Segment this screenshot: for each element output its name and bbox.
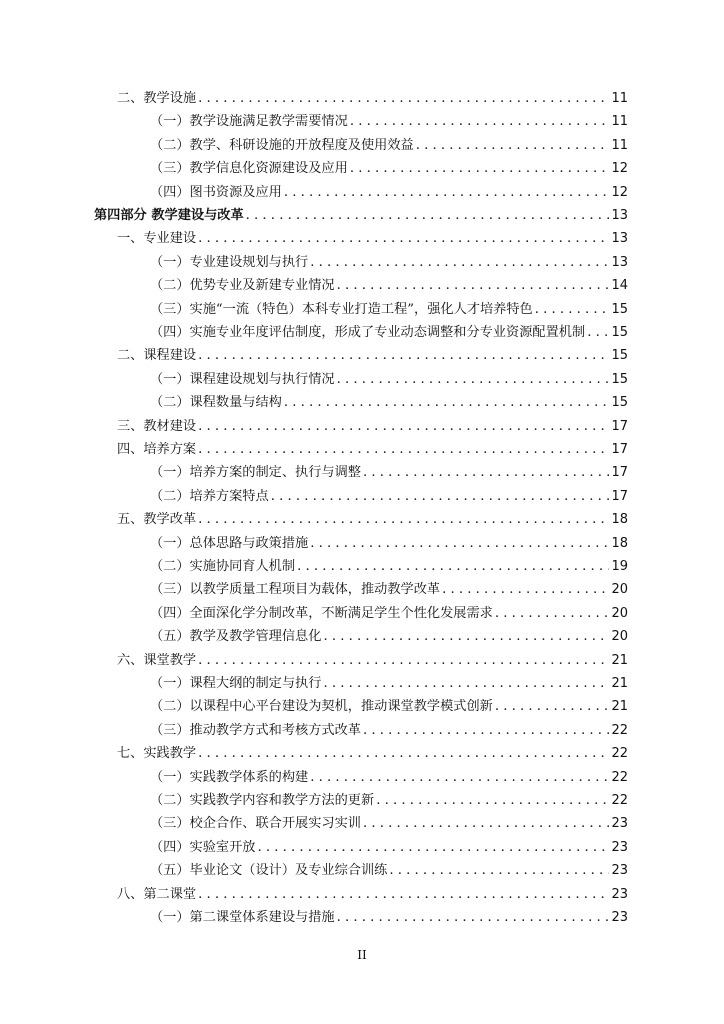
- toc-entry-page: 22: [611, 746, 628, 762]
- toc-entry[interactable]: [150, 673, 628, 695]
- toc-entry-page: 20: [611, 629, 628, 645]
- toc-entry-page: 21: [611, 652, 628, 668]
- toc-entry[interactable]: [150, 462, 628, 484]
- toc-entry[interactable]: [150, 860, 628, 882]
- dot-leader: [297, 556, 609, 578]
- toc-entry-title: （二）优势专业及新建专业情况: [150, 278, 335, 294]
- toc-entry[interactable]: [117, 416, 628, 438]
- dot-leader: [323, 626, 609, 648]
- dot-leader: [284, 182, 610, 204]
- dot-leader: [198, 439, 609, 461]
- toc-entry-title: （二）实践教学内容和教学方法的更新: [150, 793, 375, 808]
- toc-entry[interactable]: [150, 299, 628, 321]
- toc-entry-page: 13: [611, 208, 628, 223]
- toc-entry-page: 17: [611, 418, 628, 434]
- toc-entry-page: 23: [611, 816, 628, 832]
- toc-entry-title: （一）总体思路与政策措施: [150, 535, 309, 551]
- toc-entry[interactable]: [150, 252, 628, 274]
- dot-leader: [198, 88, 609, 110]
- dot-leader: [495, 603, 610, 625]
- toc-entry-title: 七、实践教学: [117, 746, 197, 762]
- dot-leader: [535, 299, 610, 321]
- toc-entry-title: （三）教学信息化资源建设及应用: [150, 161, 348, 177]
- dot-leader: [350, 158, 610, 180]
- dot-leader: [284, 392, 610, 414]
- toc-entry-page: 15: [611, 348, 628, 364]
- dot-leader: [198, 743, 609, 765]
- dot-leader: [310, 252, 609, 274]
- toc-entry-title: 四、培养方案: [117, 442, 197, 457]
- toc-entry[interactable]: [117, 228, 628, 250]
- toc-entry[interactable]: [150, 182, 628, 204]
- dot-leader: [363, 813, 609, 835]
- dot-leader: [198, 884, 609, 906]
- toc-entry-title: 八、第二课堂: [117, 886, 197, 902]
- toc-entry-title: （一）培养方案的制定、执行与调整: [150, 465, 361, 481]
- toc-entry-title: （五）毕业论文（设计）及专业综合训练: [150, 863, 388, 879]
- toc-entry-page: 11: [611, 114, 628, 130]
- dot-leader: [337, 369, 610, 391]
- dot-leader: [495, 696, 610, 718]
- dot-leader: [246, 205, 610, 227]
- toc-entry-page: 18: [611, 512, 628, 528]
- toc-entry[interactable]: [150, 369, 628, 391]
- dot-leader: [363, 720, 609, 742]
- toc-entry[interactable]: [150, 696, 628, 718]
- toc-entry-title: 六、课堂教学: [117, 652, 197, 668]
- dot-leader: [376, 790, 609, 812]
- toc-entry-page: 17: [611, 465, 628, 481]
- toc-entry[interactable]: [117, 345, 628, 367]
- toc-entry[interactable]: [150, 486, 628, 508]
- toc-entry-page: 22: [611, 722, 628, 738]
- toc-entry-page: 15: [611, 325, 628, 340]
- toc-entry[interactable]: [117, 509, 628, 531]
- dot-leader: [323, 673, 609, 695]
- toc-entry-page: 11: [611, 91, 628, 106]
- toc-entry-page: 14: [611, 278, 628, 294]
- dot-leader: [198, 650, 609, 672]
- dot-leader: [363, 462, 609, 484]
- toc-entry-title: 二、教学设施: [117, 91, 197, 106]
- toc-entry[interactable]: [150, 837, 628, 859]
- toc-entry-title: 第四部分 教学建设与改革: [94, 208, 244, 223]
- toc-entry[interactable]: [150, 790, 628, 812]
- toc-entry-title: （一）课程大纲的制定与执行: [150, 676, 322, 691]
- toc-entry-title: （一）课程建设规划与执行情况: [150, 371, 335, 387]
- toc-entry[interactable]: [150, 813, 628, 835]
- toc-entry-title: （二）课程数量与结构: [150, 395, 282, 411]
- toc-entry[interactable]: [117, 439, 628, 461]
- toc-entry-page: 17: [611, 442, 628, 457]
- toc-entry-page: 23: [611, 910, 628, 925]
- toc-entry-title: （二）教学、科研设施的开放程度及使用效益: [150, 137, 414, 153]
- dot-leader: [337, 275, 610, 297]
- dot-leader: [198, 228, 609, 250]
- toc-entry[interactable]: [150, 579, 628, 601]
- toc-entry-page: 15: [611, 395, 628, 411]
- toc-entry[interactable]: [150, 626, 628, 648]
- toc-entry[interactable]: [150, 767, 628, 789]
- toc-entry-page: 13: [611, 231, 628, 247]
- toc-entry-title: （三）校企合作、联合开展实习实训: [150, 816, 361, 832]
- toc-entry-title: 二、课程建设: [117, 348, 197, 364]
- toc-entry-page: 11: [611, 137, 628, 153]
- dot-leader: [416, 135, 610, 157]
- toc-entry-title: （二）以课程中心平台建设为契机，推动课堂教学模式创新: [150, 699, 493, 715]
- toc-entry[interactable]: [150, 322, 628, 344]
- toc-entry-page: 20: [611, 582, 628, 598]
- dot-leader: [350, 111, 610, 133]
- toc-entry-title: （五）教学及教学管理信息化: [150, 629, 322, 645]
- toc-entry-page: 23: [611, 886, 628, 902]
- toc-entry[interactable]: [150, 556, 628, 578]
- toc-entry-title: 五、教学改革: [117, 512, 197, 528]
- toc-entry[interactable]: [150, 111, 628, 133]
- toc-entry-page: 23: [611, 863, 628, 879]
- toc-entry-page: 15: [611, 301, 628, 317]
- toc-entry[interactable]: [117, 650, 628, 672]
- dot-leader: [587, 322, 609, 344]
- toc-entry-title: （三）以教学质量工程项目为载体，推动教学改革: [150, 582, 441, 598]
- toc-entry[interactable]: [150, 135, 628, 157]
- toc-entry-page: 22: [611, 793, 628, 808]
- toc-entry-title: （四）全面深化学分制改革，不断满足学生个性化发展需求: [150, 605, 493, 621]
- dot-leader: [310, 767, 609, 789]
- toc-entry[interactable]: [94, 205, 628, 227]
- toc-entry-page: 17: [611, 488, 628, 504]
- toc-entry-page: 19: [611, 559, 628, 574]
- dot-leader: [271, 486, 610, 508]
- toc-entry-page: 23: [611, 839, 628, 855]
- toc-entry-page: 18: [611, 535, 628, 551]
- page-number: II: [357, 948, 367, 962]
- dot-leader: [310, 533, 609, 555]
- toc-entry-title: （一）实践教学体系的构建: [150, 769, 309, 785]
- toc-entry[interactable]: [117, 884, 628, 906]
- dot-leader: [258, 837, 610, 859]
- dot-leader: [337, 907, 610, 929]
- dot-leader: [198, 345, 609, 367]
- toc-entry[interactable]: [150, 275, 628, 297]
- toc-entry-page: 21: [611, 699, 628, 715]
- toc-entry[interactable]: [150, 720, 628, 742]
- toc-entry[interactable]: [150, 603, 628, 625]
- toc-entry[interactable]: [117, 88, 628, 110]
- toc-entry-page: 22: [611, 769, 628, 785]
- toc-entry-title: 三、教材建设: [117, 418, 197, 434]
- toc-entry[interactable]: [150, 158, 628, 180]
- dot-leader: [389, 860, 609, 882]
- toc-entry-title: （二）培养方案特点: [150, 488, 269, 504]
- toc-entry-title: 一、专业建设: [117, 231, 197, 247]
- toc-entry-title: （四）图书资源及应用: [150, 184, 282, 200]
- toc-entry-title: （三）推动教学方式和考核方式改革: [150, 722, 361, 738]
- dot-leader: [198, 416, 609, 438]
- toc-entry-title: （二）实施协同育人机制: [150, 559, 296, 574]
- toc-entry-title: （一）专业建设规划与执行: [150, 254, 309, 270]
- toc-entry-title: （一）教学设施满足教学需要情况: [150, 114, 348, 130]
- toc-entry-page: 15: [611, 371, 628, 387]
- toc-entry-title: （三）实施“一流（特色）本科专业打造工程”，强化人才培养特色: [150, 301, 533, 317]
- toc-entry[interactable]: [150, 533, 628, 555]
- dot-leader: [442, 579, 609, 601]
- toc-entry-page: 12: [611, 184, 628, 200]
- toc-entry-title: （一）第二课堂体系建设与措施: [150, 910, 335, 925]
- toc-entry-page: 12: [611, 161, 628, 177]
- toc-entry-title: （四）实施专业年度评估制度，形成了专业动态调整和分专业资源配置机制: [150, 325, 586, 340]
- toc-entry-title: （四）实验室开放: [150, 839, 256, 855]
- toc-entry-page: 20: [611, 605, 628, 621]
- toc-entry-page: 21: [611, 676, 628, 691]
- toc-entry-page: 13: [611, 254, 628, 270]
- toc-entry[interactable]: [150, 392, 628, 414]
- toc-entry[interactable]: [117, 743, 628, 765]
- toc-entry[interactable]: [150, 907, 628, 929]
- dot-leader: [198, 509, 609, 531]
